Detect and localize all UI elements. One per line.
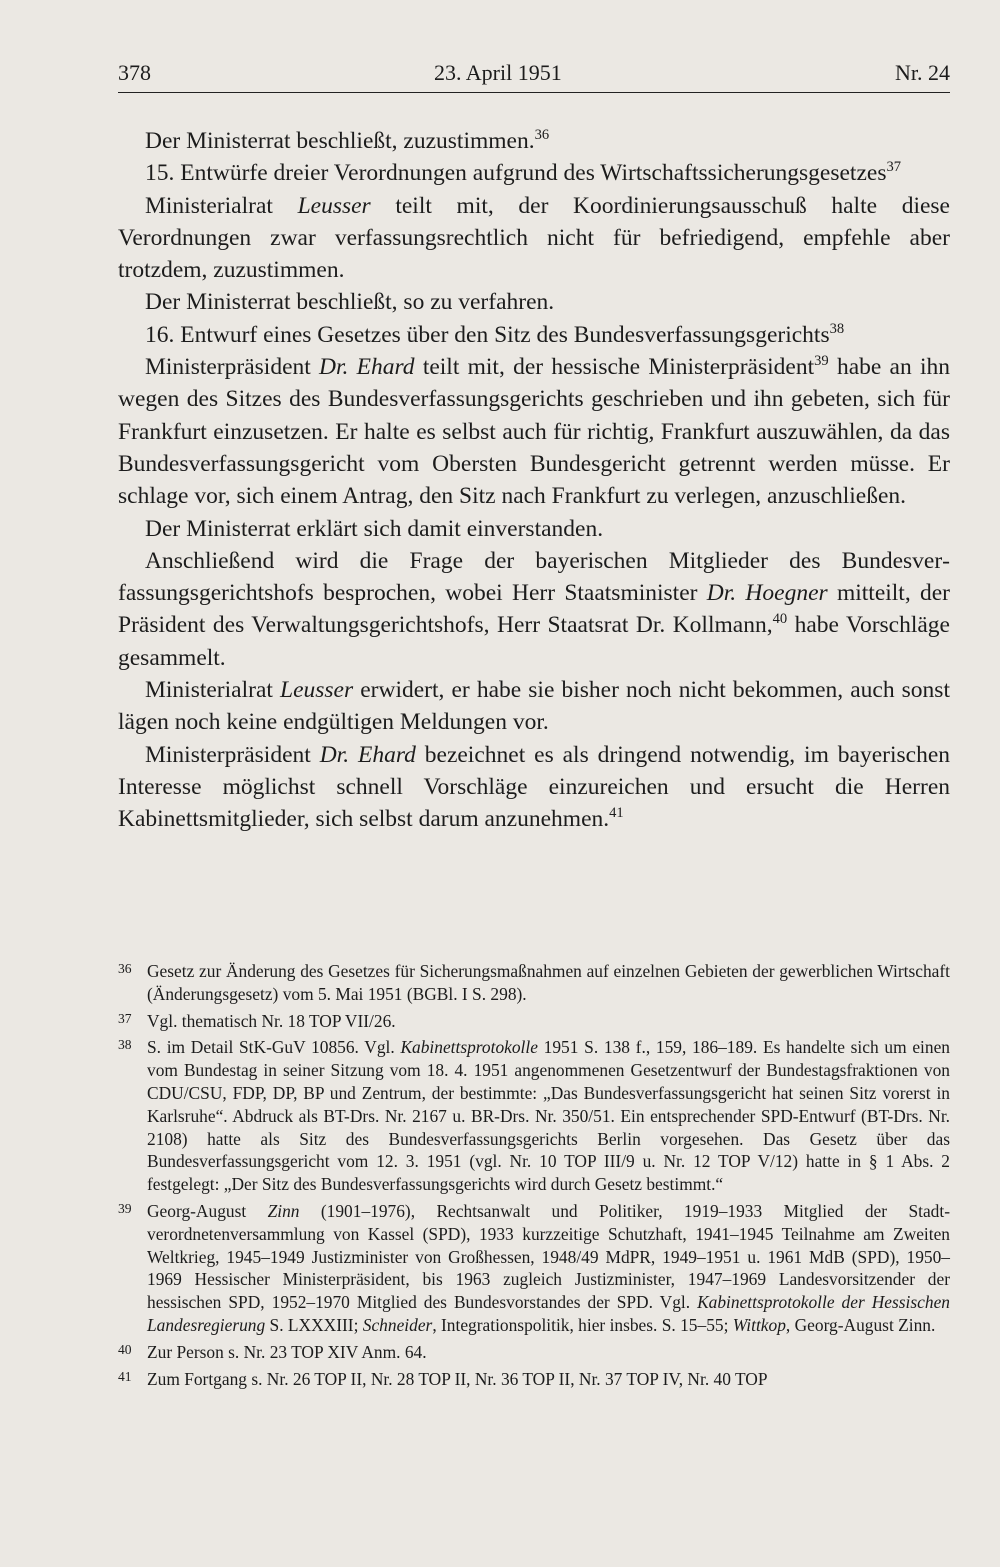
header-issue-number: Nr. 24 xyxy=(895,60,950,85)
footnote: 41 Zum Fortgang s. Nr. 26 TOP II, Nr. 28 TOP II, Nr. 36 TOP II, Nr. 37 TOP IV, Nr. 40 TOP xyxy=(118,1368,950,1391)
footnote-number: 41 xyxy=(118,1368,132,1384)
page-number: 378 xyxy=(118,60,151,85)
main-text xyxy=(118,125,950,836)
person-name: Dr. Hoegner xyxy=(706,580,828,607)
source-title: Kabinettsprotokolle der Hessischen Landesregierung xyxy=(147,1292,950,1335)
footnote-number: 36 xyxy=(118,961,132,976)
paragraph: Ministerpräsident Dr. Ehard bezeichnet es als dringend notwendig, im bayerischen Interesse möglichst schnell Vorschläge einzureichen und ersucht die Herren Kabinettsmitglieder, sich selbst darum anzunehmen.$^{41}$ xyxy=(118,741,950,833)
footnote: 40 Zur Person s. Nr. 23 TOP XIV Anm. 64. xyxy=(118,1341,950,1364)
paragraph: Der Ministerrat beschließt, so zu verfahren. xyxy=(145,289,555,316)
footnote-ref[interactable]: 41 xyxy=(609,805,624,822)
footnote: 39 Georg-August Zinn (1901–1976), Rechtsanwalt und Politiker, 1919–1933 Mitglied der Stadtverordnetenversammlung von Kassel (SPD), 1933 kurzzeitige Schutzhaft, 1941–1945 Teilnahme am Zweiten Weltkrieg, 1945–1949 Justizminister von Großhessen, 1948/49 MdPR, 1949–1951 u. 1961 MdB (SPD), 1950–1969 Hessischer Ministerpräsident, bis 1963 zugleich Justizminister, 1947–1969 Landesvorsitzender der hessischen SPD, 1952–1970 Mitglied des Bundesvorstandes der SPD. Vgl. Kabinettsprotokolle der Hessischen Landesregierung S. LXXXIII; Schneider, Integrationspolitik, hier insbes. S. 15–55; Wittkop, Georg-August Zinn. xyxy=(118,1200,950,1337)
footnote: 38 S. im Detail StK-GuV 10856. Vgl. Kabinettsprotokolle 1951 S. 138 f., 159, 186–189. Es handelte sich um einen vom Bundestag in seiner Sitzung vom 18. 4. 1951 angenommenen Gesetzentwurf der Bundestagsfraktionen von CDU/CSU, FDP, DP, BP und Zentrum, der bestimmte: „Das Bundesverfassungsgericht hat seinen Sitz vorerst in Karlsruhe“. Abdruck als BT-Drs. Nr. 2167 u. BR-Drs. Nr. 350/51. Ein entsprechender SPD-Entwurf (BT-Drs. Nr. 2108) hatte als Sitz des Bundesverfassungsgerichts Berlin vorgesehen. Das Gesetz über das Bundesverfassungsgericht vom 12. 3. 1951 (vgl. Nr. 10 TOP III/9 u. Nr. 12 TOP V/12) hatte in § 1 Abs. 2 festgelegt: „Der Sitz des Bundesverfassungsgerichts wird durch Gesetz bestimmt.“ xyxy=(118,1036,950,1196)
author-name: Schneider xyxy=(362,1314,433,1335)
paragraph: Ministerialrat Leusser erwidert, er habe sie bisher noch nicht bekommen, auch sonst lägen noch keine endgültigen Meldungen vor. xyxy=(118,677,950,736)
running-header xyxy=(118,58,950,93)
footnote-number: 39 xyxy=(118,1200,132,1216)
header-date: 23. April 1951 xyxy=(434,60,562,85)
paragraph: Der Ministerrat beschließt, zuzustimmen.$^{36}$ xyxy=(145,127,550,154)
person-name: Leusser xyxy=(297,192,371,219)
footnote-ref[interactable]: 37 xyxy=(886,159,902,176)
agenda-item-heading: 16. Entwurf eines Gesetzes über den Sitz des Bundesverfassungsgerichts$^{38}$ xyxy=(145,320,845,348)
footnote: 36 Gesetz zur Änderung des Gesetzes für Sicherungsmaßnahmen auf einzelnen Gebieten der gewerblichen Wirtschaft (Änderungsgesetz) vom 5. Mai 1951 (BGBl. I S. 298). xyxy=(118,960,950,1006)
footnotes xyxy=(118,960,950,1394)
person-name: Dr. Ehard xyxy=(319,354,415,381)
footnote-ref[interactable]: 38 xyxy=(829,320,845,337)
source-title: Kabinettsprotokolle xyxy=(400,1037,538,1058)
paragraph: Der Ministerrat erklärt sich damit einverstanden. xyxy=(145,515,604,542)
footnote-number: 37 xyxy=(118,1010,132,1026)
footnote-ref[interactable]: 39 xyxy=(814,353,829,370)
footnote-number: 38 xyxy=(118,1037,132,1053)
agenda-item-heading: 15. Entwürfe dreier Verordnungen aufgrund des Wirtschaftssicherungsgesetzes$^{37}$ xyxy=(145,159,902,187)
paragraph: Ministerialrat Leusser teilt mit, der Koordinierungsausschuß halte diese Verordnungen zwar verfassungsrechtlich nicht für befriedigend, empfehle aber trotzdem, zuzustimmen. xyxy=(118,192,950,284)
footnote: 37 Vgl. thematisch Nr. 18 TOP VII/26. xyxy=(118,1010,950,1033)
person-name: Leusser xyxy=(280,677,354,704)
paragraph: Anschließend wird die Frage der bayerischen Mitglieder des Bundesverfassungsgerichtshofs besprochen, wobei Herr Staatsminister Dr. Hoegner mitteilt, der Präsident des Verwaltungsgerichtshofs, Herr Staatsrat Dr. Kollmann,$^{40}$ habe Vorschläge gesammelt. xyxy=(118,547,951,671)
person-name: Zinn xyxy=(267,1200,300,1221)
footnote-ref[interactable]: 36 xyxy=(534,127,550,144)
author-name: Wittkop xyxy=(732,1314,786,1335)
paragraph: Ministerpräsident Dr. Ehard teilt mit, der hessische Ministerpräsident$^{39}$ habe an ihn wegen des Sitzes des Bundesverfassungsgerichts geschrieben und ihn gebeten, sich für Frankfurt einzusetzen. Er halte es selbst auch für richtig, Frankfurt auszuwählen, da das Bundesverfassungsgericht vom Obersten Bundesgericht getrennt werden müsse. Er schlage vor, sich einem Antrag, den Sitz nach Frankfurt zu verlegen, anzuschließen. xyxy=(118,353,951,510)
person-name: Dr. Ehard xyxy=(319,741,416,768)
footnote-ref[interactable]: 40 xyxy=(772,611,788,628)
footnote-number: 40 xyxy=(118,1341,132,1357)
